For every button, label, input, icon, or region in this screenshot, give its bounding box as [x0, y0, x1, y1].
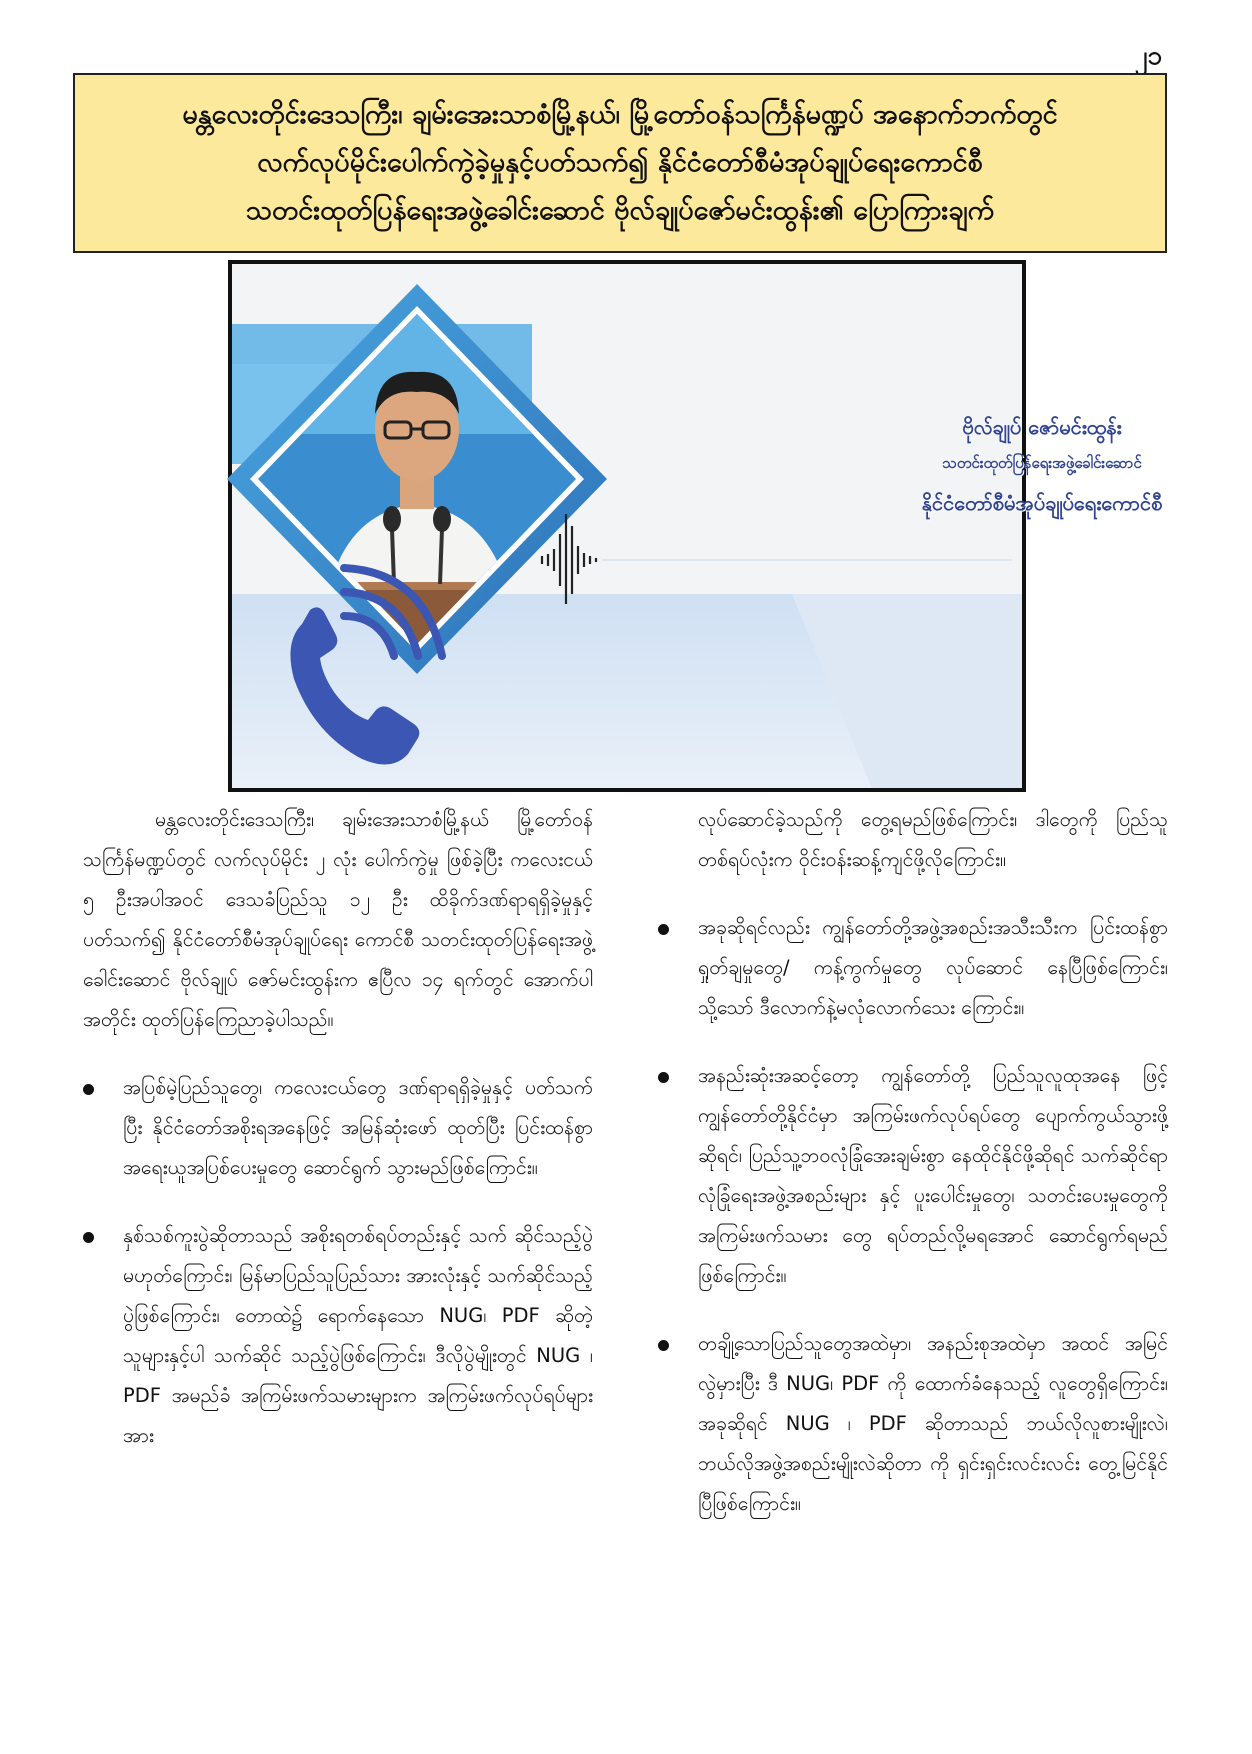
- left-column: [83, 800, 593, 1484]
- list-item-text: အပြစ်မဲ့ပြည်သူတွေ၊ ကလေးငယ်တွေ ဒဏ်ရာရရှိခဲ့မှုနှင့် ပတ်သက်ပြီး နိုင်ငံတော်အစိုးရအနေဖြင့် အမြန်ဆုံးဖော် ထုတ်ပြီး ပြင်းထန်စွာ အရေးယူအပြစ်ပေးမှုတွေ ဆောင်ရွက် သွားမည်ဖြစ်ကြောင်း။: [123, 1076, 593, 1179]
- photo-background: [232, 264, 1022, 788]
- page-number: ၂၁: [1134, 41, 1162, 71]
- list-item: [658, 1056, 1168, 1296]
- title-line-2: လက်လုပ်မိုင်းပေါက်ကွဲခဲ့မှုနှင့်ပတ်သက်၍ နိုင်ငံတော်စီမံအုပ်ချုပ်ရေးကောင်စီ: [257, 147, 983, 178]
- caption-speaker-role: သတင်းထုတ်ပြန်ရေးအဖွဲ့ခေါင်းဆောင်: [942, 454, 1142, 472]
- list-item: [658, 908, 1168, 1028]
- list-item: [83, 1216, 593, 1456]
- list-item-text: အနည်းဆုံးအဆင့်တော့ ကျွန်တော်တို့ ပြည်သူလူထုအနေ ဖြင့် ကျွန်တော်တို့နိုင်ငံမှာ အကြမ်းဖက်လုပ်ရပ်တွေ ပျောက်ကွယ်သွားဖို့ဆိုရင်၊ ပြည်သူ့ဘဝလုံခြုံအေးချမ်းစွာ နေထိုင်နိုင်ဖို့ဆိုရင် သက်ဆိုင်ရာ လုံခြုံရေးအဖွဲ့အစည်းများ နှင့် ပူးပေါင်းမှုတွေ၊ သတင်းပေးမှုတွေကို အကြမ်းဖက်သမား တွေ ရပ်တည်လို့မရအောင် ဆောင်ရွက်ရမည်ဖြစ်ကြောင်း။: [698, 1064, 1168, 1287]
- title-box: [73, 73, 1167, 253]
- intro-paragraph: မန္တလေးတိုင်းဒေသကြီး၊ ချမ်းအေးသာစံမြို့နယ် မြို့တော်ဝန်သင်္ကြန်မဏ္ဍပ်တွင် လက်လုပ်မိုင်း ၂ လုံး ပေါက်ကွဲမှု ဖြစ်ခဲ့ပြီး ကလေးငယ် ၅ ဦးအပါအဝင် ဒေသခံပြည်သူ ၁၂ ဦး ထိခိုက်ဒဏ်ရာရရှိခဲ့မှုနှင့်ပတ်သက်၍ နိုင်ငံတော်စီမံအုပ်ချုပ်ရေး ကောင်စီ သတင်းထုတ်ပြန်ရေးအဖွဲ့ခေါင်းဆောင် ဗိုလ်ချုပ် ဇော်မင်းထွန်းက ဧပြီလ ၁၄ ရက်တွင် အောက်ပါအတိုင်း ထုတ်ပြန်ကြေညာခဲ့ပါသည်။: [83, 808, 593, 1031]
- list-item-text: နှစ်သစ်ကူးပွဲဆိုတာသည် အစိုးရတစ်ရပ်တည်းနှင့် သက် ဆိုင်သည့်ပွဲမဟုတ်ကြောင်း၊ မြန်မာပြည်သူပြည်သား အားလုံးနှင့် သက်ဆိုင်သည့်ပွဲဖြစ်ကြောင်း၊ တောထဲ၌ ရောက်နေသော NUG၊ PDF ဆိုတဲ့သူများနှင့်ပါ သက်ဆိုင် သည့်ပွဲဖြစ်ကြောင်း၊ ဒီလိုပွဲမျိုးတွင် NUG ၊ PDF အမည်ခံ အကြမ်းဖက်သမားများက အကြမ်းဖက်လုပ်ရပ်များအား: [123, 1224, 593, 1447]
- caption-speaker-name: ဗိုလ်ချုပ် ဇော်မင်းထွန်း: [962, 415, 1122, 439]
- list-item-text: အခုဆိုရင်လည်း ကျွန်တော်တို့အဖွဲ့အစည်းအသီးသီးက ပြင်းထန်စွာ ရှုတ်ချမှုတွေ/ ကန့်ကွက်မှုတွေ လုပ်ဆောင် နေပြီဖြစ်ကြောင်း၊ သို့သော် ဒီလောက်နဲ့မလုံလောက်သေး ကြောင်း။: [698, 916, 1168, 1019]
- news-photo: [228, 260, 1163, 792]
- list-item: [83, 1068, 593, 1188]
- caption-speaker-org: နိုင်ငံတော်စီမံအုပ်ချုပ်ရေးကောင်စီ: [921, 491, 1163, 515]
- list-item-text: တချို့သောပြည်သူတွေအထဲမှာ၊ အနည်းစုအထဲမှာ အထင် အမြင်လွဲမှားပြီး ဒီ NUG၊ PDF ကို ထောက်ခံနေသည့် လူတွေရှိကြောင်း၊ အခုဆိုရင် NUG ၊ PDF ဆိုတာသည် ဘယ်လိုလူစားမျိုးလဲ၊ ဘယ်လိုအဖွဲ့အစည်းမျိုးလဲဆိုတာ ကို ရှင်းရှင်းလင်းလင်း တွေ့မြင်နိုင်ပြီဖြစ်ကြောင်း။: [698, 1332, 1168, 1515]
- title-line-1: မန္တလေးတိုင်းဒေသကြီး၊ ချမ်းအေးသာစံမြို့နယ်၊ မြို့တော်ဝန်သင်္ကြန်မဏ္ဍပ် အနောက်ဘက်တွင်: [182, 99, 1058, 130]
- right-column: [658, 800, 1168, 1552]
- title-line-3: သတင်းထုတ်ပြန်ရေးအဖွဲ့ခေါင်းဆောင် ဗိုလ်ချုပ်ဇော်မင်းထွန်း၏ ပြောကြားချက်: [245, 195, 995, 226]
- list-item: [658, 1324, 1168, 1524]
- continued-text: လုပ်ဆောင်ခဲ့သည်ကို တွေ့ရမည်ဖြစ်ကြောင်း၊ ဒါတွေကို ပြည်သူတစ်ရပ်လုံးက ဝိုင်းဝန်းဆန့်ကျင်ဖို့လိုကြောင်း။: [698, 808, 1168, 871]
